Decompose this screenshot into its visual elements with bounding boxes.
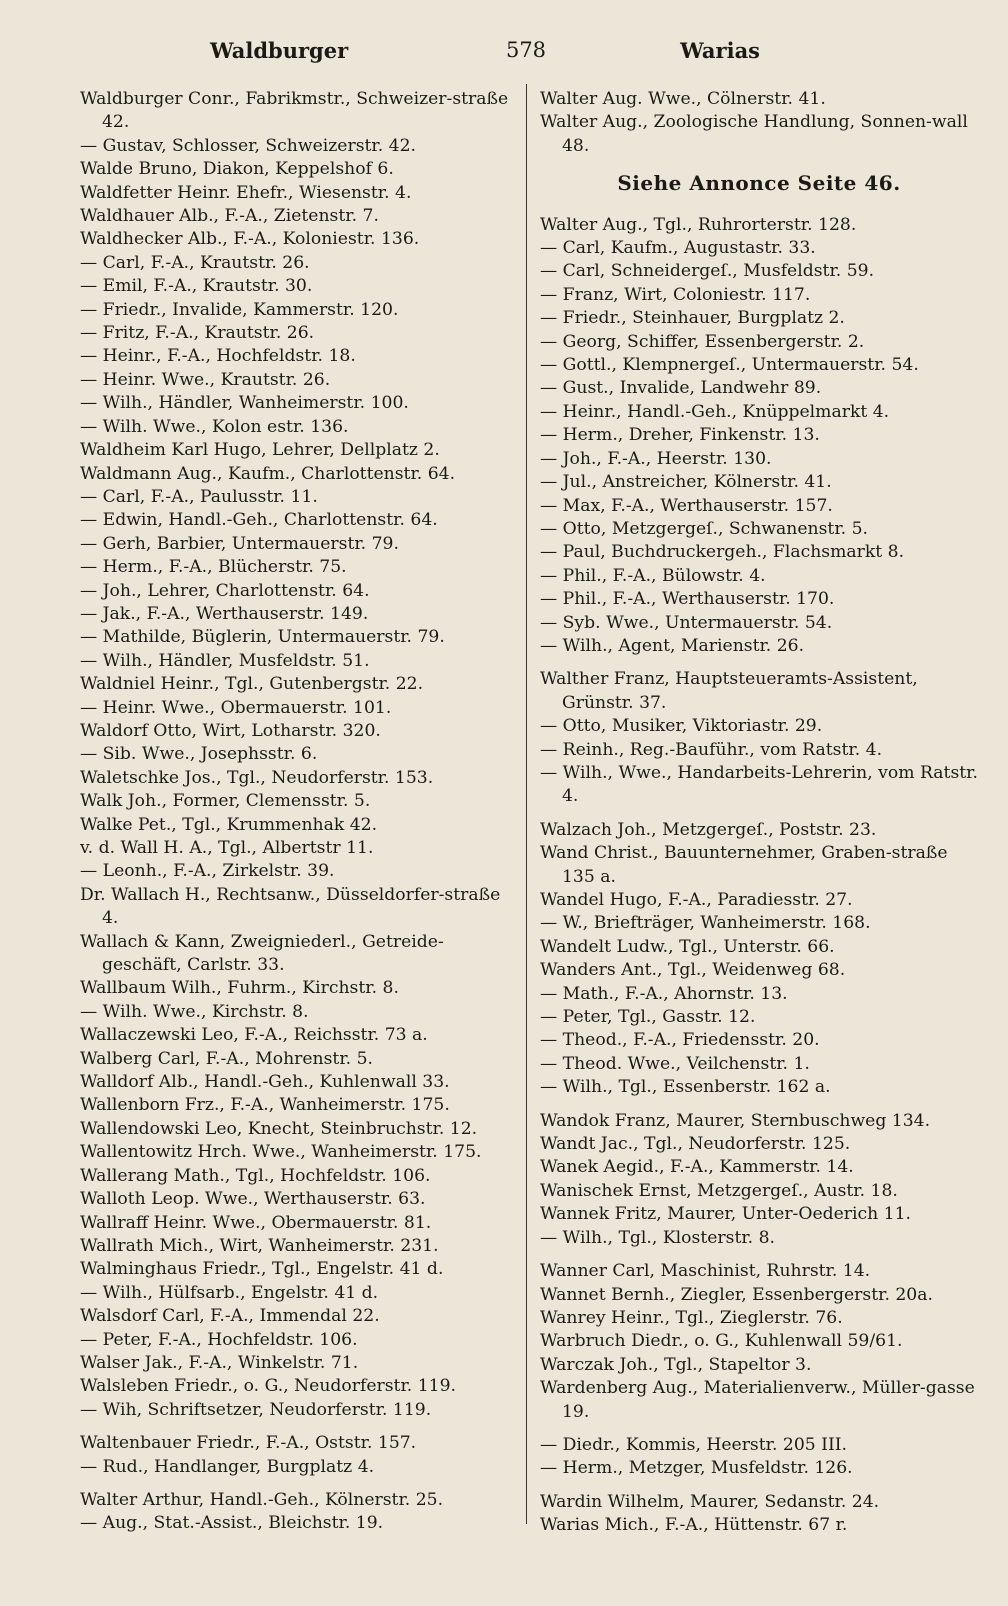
directory-entry: — Wilh., Tgl., Essenberstr. 162 a. xyxy=(540,1077,831,1098)
directory-entry: — Phil., F.-A., Werthauserstr. 170. xyxy=(540,589,835,610)
directory-entry: Wanrey Heinr., Tgl., Zieglerstr. 76. xyxy=(540,1307,843,1328)
directory-entry: Walke Pet., Tgl., Krummenhak 42. xyxy=(80,814,378,835)
directory-entry: Wallentowitz Hrch. Wwe., Wanheimerstr. 175. xyxy=(80,1142,482,1163)
directory-entry: — Otto, Metzgergeſ., Schwanenstr. 5. xyxy=(540,518,868,539)
directory-entry: Wallaczewski Leo, F.-A., Reichsstr. 73 a. xyxy=(80,1025,428,1046)
directory-entry: — Aug., Stat.-Assist., Bleichstr. 19. xyxy=(80,1513,384,1534)
directory-entry: v. d. Wall H. A., Tgl., Albertstr 11. xyxy=(80,838,374,858)
directory-entry: — Wilh. Wwe., Kolon estr. 136. xyxy=(80,416,349,437)
directory-entry: — Peter, Tgl., Gasstr. 12. xyxy=(540,1007,756,1028)
directory-entry: Wandel Hugo, F.-A., Paradiesstr. 27. xyxy=(540,890,853,910)
directory-entry: — Carl, Schneidergeſ., Musfeldstr. 59. xyxy=(540,261,875,282)
directory-entry: — Carl, F.-A., Paulusstr. 11. xyxy=(80,486,318,507)
directory-entry: — Syb. Wwe., Untermauerstr. 54. xyxy=(540,612,833,633)
directory-entry: — Leonh., F.-A., Zirkelstr. 39. xyxy=(80,861,335,882)
directory-entry: Waldheim Karl Hugo, Lehrer, Dellplatz 2. xyxy=(80,440,440,461)
directory-entry: Walminghaus Friedr., Tgl., Engelstr. 41 d. xyxy=(80,1259,444,1280)
directory-entry: — Wilh., Tgl., Klosterstr. 8. xyxy=(540,1227,776,1248)
directory-entry: — Wilh., Hülfsarb., Engelstr. 41 d. xyxy=(80,1282,379,1303)
directory-entry: — Reinh., Reg.-Bauführ., vom Ratstr. 4. xyxy=(540,739,883,760)
directory-entry: — Friedr., Invalide, Kammerstr. 120. xyxy=(80,299,399,320)
directory-entry: — Jak., F.-A., Werthauserstr. 149. xyxy=(80,603,369,624)
directory-entry: Wanders Ant., Tgl., Weidenweg 68. xyxy=(540,960,846,981)
directory-entry: Wannek Fritz, Maurer, Unter-Oederich 11. xyxy=(540,1204,911,1225)
directory-entry: Walther Franz, Hauptsteueramts-Assistent, Grünstr. 37. xyxy=(540,669,918,713)
directory-entry: — Franz, Wirt, Coloniestr. 117. xyxy=(540,284,811,305)
directory-entry: Waldhauer Alb., F.-A., Zietenstr. 7. xyxy=(80,206,379,227)
right-column-bottom-entries xyxy=(540,214,978,1538)
directory-entry: — Heinr., Handl.-Geh., Knüppelmarkt 4. xyxy=(540,401,890,422)
directory-entry: — Carl, F.-A., Krautstr. 26. xyxy=(80,252,310,273)
directory-entry: Wanner Carl, Maschinist, Ruhrstr. 14. xyxy=(540,1261,871,1282)
directory-entry: — Sib. Wwe., Josephsstr. 6. xyxy=(80,744,318,765)
directory-entry: — Wilh., Wwe., Handarbeits-Lehrerin, vom Ratstr. 4. xyxy=(540,762,978,807)
directory-entry: Walsdorf Carl, F.-A., Immendal 22. xyxy=(80,1306,380,1327)
directory-entry: Wallrath Mich., Wirt, Wanheimerstr. 231. xyxy=(80,1235,439,1256)
directory-entry: Walter Aug., Zoologische Handlung, Sonnen-wall 48. xyxy=(540,112,968,156)
right-running-head: Warias xyxy=(680,38,760,63)
right-column xyxy=(540,88,978,1538)
directory-entry: — Theod., F.-A., Friedensstr. 20. xyxy=(540,1030,820,1051)
directory-entry: Waldburger Conr., Fabrikmstr., Schweizer-straße 42. xyxy=(80,89,509,133)
directory-entry: — Math., F.-A., Ahornstr. 13. xyxy=(540,983,788,1004)
column-divider xyxy=(526,84,527,1524)
right-column-top-entries xyxy=(540,88,978,158)
directory-entry: — Heinr., F.-A., Hochfeldstr. 18. xyxy=(80,346,356,367)
directory-entry: — Edwin, Handl.-Geh., Charlottenstr. 64. xyxy=(80,510,438,531)
directory-entry: Wallenborn Frz., F.-A., Wanheimerstr. 175. xyxy=(80,1095,450,1116)
directory-entry: — Herm., Metzger, Musfeldstr. 126. xyxy=(540,1458,853,1479)
left-running-head: Waldburger xyxy=(210,38,349,63)
directory-entry: — Herm., F.-A., Blücherstr. 75. xyxy=(80,557,347,578)
directory-entry: Walldorf Alb., Handl.-Geh., Kuhlenwall 33. xyxy=(80,1072,450,1093)
page-header xyxy=(80,38,972,74)
directory-entry: — Wilh., Agent, Marienstr. 26. xyxy=(540,635,805,656)
directory-entry: Waletschke Jos., Tgl., Neudorferstr. 153. xyxy=(80,767,434,788)
directory-entry: Walter Aug., Tgl., Ruhrorterstr. 128. xyxy=(540,214,857,235)
directory-entry: Walde Bruno, Diakon, Keppelshof 6. xyxy=(80,159,394,180)
directory-entry: — Wilh., Händler, Wanheimerstr. 100. xyxy=(80,393,409,414)
directory-entry: Wandelt Ludw., Tgl., Unterstr. 66. xyxy=(540,936,835,957)
directory-entry: Wandt Jac., Tgl., Neudorferstr. 125. xyxy=(540,1134,851,1155)
directory-entry: — W., Briefträger, Wanheimerstr. 168. xyxy=(540,913,871,934)
directory-entry: — Wih, Schriftsetzer, Neudorferstr. 119. xyxy=(80,1399,432,1420)
directory-entry: — Gustav, Schlosser, Schweizerstr. 42. xyxy=(80,135,417,156)
directory-entry: Waltenbauer Friedr., F.-A., Oststr. 157. xyxy=(80,1433,417,1454)
directory-entry: Warias Mich., F.-A., Hüttenstr. 67 r. xyxy=(540,1515,848,1536)
directory-entry: Waldniel Heinr., Tgl., Gutenbergstr. 22. xyxy=(80,674,424,695)
directory-entry: — Gerh, Barbier, Untermauerstr. 79. xyxy=(80,533,399,554)
directory-entry: Walk Joh., Former, Clemensstr. 5. xyxy=(80,791,371,812)
directory-entry: Walser Jak., F.-A., Winkelstr. 71. xyxy=(80,1352,359,1373)
directory-entry: — Carl, Kaufm., Augustastr. 33. xyxy=(540,238,816,259)
directory-entry: — Max, F.-A., Werthauserstr. 157. xyxy=(540,495,833,516)
directory-entry: — Heinr. Wwe., Obermauerstr. 101. xyxy=(80,697,392,718)
directory-entry: Walter Arthur, Handl.-Geh., Kölnerstr. 25. xyxy=(80,1489,444,1510)
directory-entry: Dr. Wallach H., Rechtsanw., Düsseldorfer-straße 4. xyxy=(80,884,501,929)
directory-entry: — Herm., Dreher, Finkenstr. 13. xyxy=(540,425,820,446)
directory-entry: — Joh., F.-A., Heerstr. 130. xyxy=(540,448,772,469)
directory-entry: Waldfetter Heinr. Ehefr., Wiesenstr. 4. xyxy=(80,182,412,203)
directory-entry: Warczak Joh., Tgl., Stapeltor 3. xyxy=(540,1354,812,1375)
directory-entry: Waldhecker Alb., F.-A., Koloniestr. 136. xyxy=(80,229,420,250)
directory-entry: — Diedr., Kommis, Heerstr. 205 III. xyxy=(540,1434,848,1455)
directory-entry: Wanischek Ernst, Metzgergeſ., Austr. 18. xyxy=(540,1180,898,1201)
directory-entry: — Heinr. Wwe., Krautstr. 26. xyxy=(80,369,331,390)
directory-entry: Walter Aug. Wwe., Cölnerstr. 41. xyxy=(540,89,826,109)
directory-entry: — Fritz, F.-A., Krautstr. 26. xyxy=(80,323,315,344)
directory-entry: — Peter, F.-A., Hochfeldstr. 106. xyxy=(80,1329,358,1350)
directory-entry: — Georg, Schiffer, Essenbergerstr. 2. xyxy=(540,331,865,352)
directory-entry: Wallerang Math., Tgl., Hochfeldstr. 106. xyxy=(80,1165,431,1186)
directory-entry: Walsleben Friedr., o. G., Neudorferstr. 119. xyxy=(80,1376,456,1397)
directory-entry: — Gottl., Klempnergeſ., Untermauerstr. 54. xyxy=(540,355,919,376)
directory-entry: Wanek Aegid., F.-A., Kammerstr. 14. xyxy=(540,1157,854,1178)
directory-entry: Waldmann Aug., Kaufm., Charlottenstr. 64. xyxy=(80,463,456,484)
directory-entry: — Paul, Buchdruckergeh., Flachsmarkt 8. xyxy=(540,542,905,563)
directory-entry: Wallach & Kann, Zweigniederl., Getreide-geschäft, Carlstr. 33. xyxy=(80,931,444,976)
directory-entry: Waldorf Otto, Wirt, Lotharstr. 320. xyxy=(80,720,381,741)
directory-entry: — Joh., Lehrer, Charlottenstr. 64. xyxy=(80,580,370,601)
left-column xyxy=(80,88,512,1536)
directory-entry: Walloth Leop. Wwe., Werthauserstr. 63. xyxy=(80,1189,426,1210)
directory-entry: Wand Christ., Bauunternehmer, Graben-straße 135 a. xyxy=(540,843,948,887)
directory-entry: Wandok Franz, Maurer, Sternbuschweg 134. xyxy=(540,1110,931,1131)
directory-entry: — Gust., Invalide, Landwehr 89. xyxy=(540,378,822,399)
advertisement-notice: Siehe Annonce Seite 46. xyxy=(617,171,901,196)
directory-entry: — Rud., Handlanger, Burgplatz 4. xyxy=(80,1456,375,1477)
directory-entry: — Emil, F.-A., Krautstr. 30. xyxy=(80,276,313,297)
directory-entry: Wallraff Heinr. Wwe., Obermauerstr. 81. xyxy=(80,1212,432,1233)
directory-entry: — Theod. Wwe., Veilchenstr. 1. xyxy=(540,1053,810,1074)
directory-entry: Wallendowski Leo, Knecht, Steinbruchstr. 12. xyxy=(80,1118,478,1139)
directory-entry: Warbruch Diedr., o. G., Kuhlenwall 59/61. xyxy=(540,1331,903,1352)
page-number: 578 xyxy=(505,38,547,62)
directory-entry: Wannet Bernh., Ziegler, Essenbergerstr. 20a. xyxy=(540,1284,933,1305)
directory-entry: — Jul., Anstreicher, Kölnerstr. 41. xyxy=(540,472,832,493)
directory-entry: Walberg Carl, F.-A., Mohrenstr. 5. xyxy=(80,1048,373,1069)
directory-entry: — Mathilde, Büglerin, Untermauerstr. 79. xyxy=(80,627,445,648)
directory-entry: — Friedr., Steinhauer, Burgplatz 2. xyxy=(540,308,845,329)
directory-entry: — Otto, Musiker, Viktoriastr. 29. xyxy=(540,716,823,737)
directory-entry: — Wilh. Wwe., Kirchstr. 8. xyxy=(80,1001,309,1022)
directory-entry: — Wilh., Händler, Musfeldstr. 51. xyxy=(80,650,370,671)
directory-entry: Walzach Joh., Metzgergeſ., Poststr. 23. xyxy=(540,819,877,840)
directory-entry: — Phil., F.-A., Bülowstr. 4. xyxy=(540,565,766,586)
directory-entry: Wallbaum Wilh., Fuhrm., Kirchstr. 8. xyxy=(80,978,399,999)
directory-entry: Wardenberg Aug., Materialienverw., Müller-gasse 19. xyxy=(540,1378,975,1422)
directory-entry: Wardin Wilhelm, Maurer, Sedanstr. 24. xyxy=(540,1491,880,1512)
